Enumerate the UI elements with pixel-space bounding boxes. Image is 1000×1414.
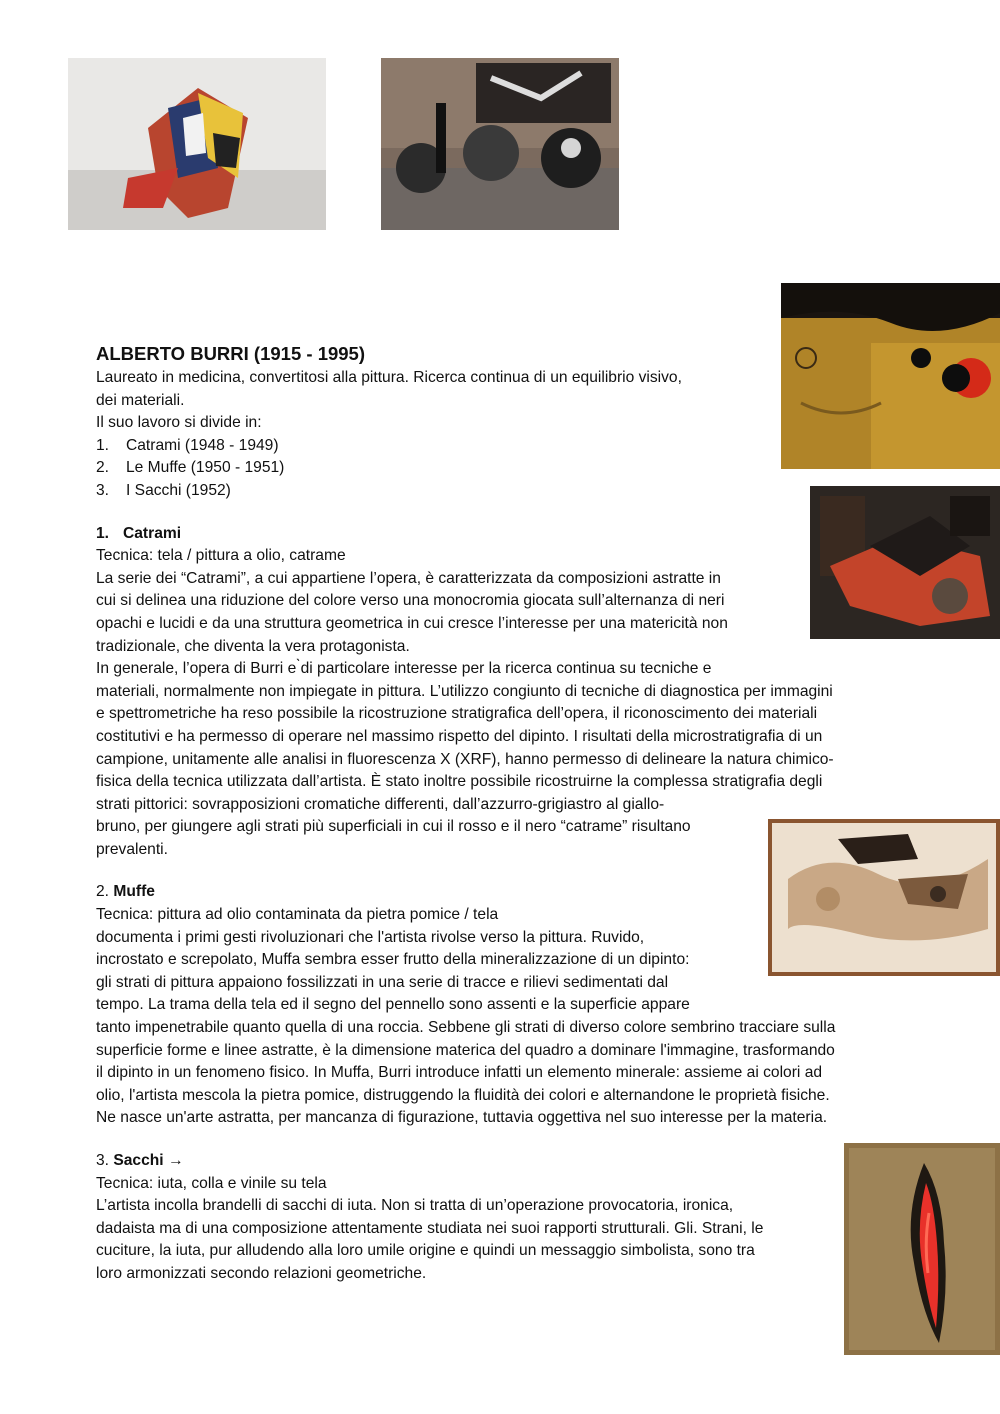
catrami-line: tradizionale, che diventa la vera protagonista. (96, 637, 410, 655)
document-text (96, 341, 896, 1286)
muffe-line: tanto impenetrabile quanto quella di una roccia. Sebbene gli strati di diverso colore sembrino tracciare sulla (96, 1019, 836, 1037)
catrami-line: strati pittorici: sovrapposizioni cromatiche differenti, dall’azzurro-grigiastro al giallo- (96, 795, 665, 813)
intro-line: dei materiali. (96, 391, 185, 409)
muffe-line: gli strati di pittura appaiono fossilizzati in una serie di tracce e rilievi sedimentati dal (96, 973, 669, 991)
catrami-line: campione, unitamente alle analisi in fluorescenza X (XRF), hanno permesso di delineare la natura chimico- (96, 750, 834, 768)
sacchi-paragraph (96, 1173, 896, 1286)
section-heading-muffe: 2. Muffe (96, 883, 155, 901)
section-heading-catrami: 1. Catrami (96, 524, 182, 542)
muffe-line: il dipinto in un fenomeno fisico. In Muffa, Burri introduce infatti un elemento minerale: assieme ai colori ad (96, 1064, 823, 1082)
catrami-line: e spettrometriche ha reso possibile la ricostruzione stratigrafica dell’opera, il riconoscimento dei materiali (96, 705, 818, 723)
muffe-line: tempo. La trama della tela ed il segno del pennello sono assenti e la superficie appare (96, 996, 690, 1014)
catrami-line: In generale, l’opera di Burri e ̀di particolare interesse per la ricerca continua su tecniche e (96, 660, 712, 678)
muffe-line: Tecnica: pittura ad olio contaminata da pietra pomice / tela (96, 906, 499, 924)
catrami-paragraph (96, 545, 896, 861)
muffe-line: incrostato e screpolato, Muffa sembra esser frutto della mineralizzazione di un dipinto: (96, 951, 690, 969)
intro-line: Il suo lavoro si divide in: (96, 414, 262, 432)
muffe-line: Ne nasce un'arte astratta, per mancanza di figurazione, tuttavia oggettiva nel suo interesse per la materia. (96, 1109, 828, 1127)
muffe-line: superficie forme e linee astratte, è la dimensione materica del quadro a dominare l'immagine, trasformando (96, 1041, 835, 1059)
sacchi-line: dadaista ma di una composizione attentamente studiata nei suoi rapporti strutturali. Gli. Strani, le (96, 1219, 764, 1237)
catrami-line: fisica della tecnica utilizzata dall’artista. È stato inoltre possibile ricostruirne la complessa stratigrafia degli (96, 773, 823, 791)
sacchi-line: L’artista incolla brandelli di sacchi di iuta. Non si tratta di un’operazione provocatoria, ironica, (96, 1197, 734, 1215)
catrami-line: prevalenti. (96, 840, 168, 858)
sacchi-line: Tecnica: iuta, colla e vinile su tela (96, 1174, 327, 1192)
section-heading-sacchi: 3. Sacchi → (96, 1152, 184, 1169)
catrami-line: materiali, normalmente non impiegate in pittura. L’utilizzo congiunto di tecniche di diagnostica per immagini (96, 682, 833, 700)
installation-photo (381, 58, 619, 230)
intro-line: Laureato in medicina, convertitosi alla pittura. Ricerca continua di un equilibrio visivo, (96, 369, 682, 386)
list-item: 3. I Sacchi (1952) (96, 481, 231, 499)
list-item: 1. Catrami (1948 - 1949) (96, 436, 279, 454)
muffe-line: documenta i primi gesti rivoluzionari che l'artista rivolse verso la pittura. Ruvido, (96, 928, 645, 946)
catrami-line: cui si delinea una riduzione del colore verso una monocromia giocata sull’alternanza di neri (96, 592, 725, 610)
list-item: 2. Le Muffe (1950 - 1951) (96, 459, 285, 477)
sacchi-line: loro armonizzati secondo relazioni geometriche. (96, 1264, 427, 1282)
muffe-paragraph (96, 904, 896, 1130)
sculpture-photo (68, 58, 326, 230)
catrami-line: Tecnica: tela / pittura a olio, catrame (96, 547, 346, 565)
sacchi-line: cuciture, la iuta, pur alludendo alla loro umile origine e quindi un messaggio simbolista, sono tra (96, 1242, 755, 1260)
page-title: ALBERTO BURRI (1915 - 1995) (96, 343, 366, 364)
catrami-line: bruno, per giungere agli strati più superficiali in cui il rosso e il nero “catrame” risultano (96, 818, 691, 836)
muffe-line: olio, l'artista mescola la pietra pomice, distruggendo la fluidità dei colori e alternandone le proprietà fisiche. (96, 1086, 830, 1104)
catrami-line: opachi e lucidi e da una struttura geometrica in cui cresce l’interesse per una matericità non (96, 614, 728, 632)
catrami-line: costitutivi e ha permesso di operare nel massimo rispetto del dipinto. I risultati della microstratigrafia di un (96, 727, 823, 745)
catrami-line: La serie dei “Catrami”, a cui appartiene l’opera, è caratterizzata da composizioni astratte in (96, 569, 721, 587)
